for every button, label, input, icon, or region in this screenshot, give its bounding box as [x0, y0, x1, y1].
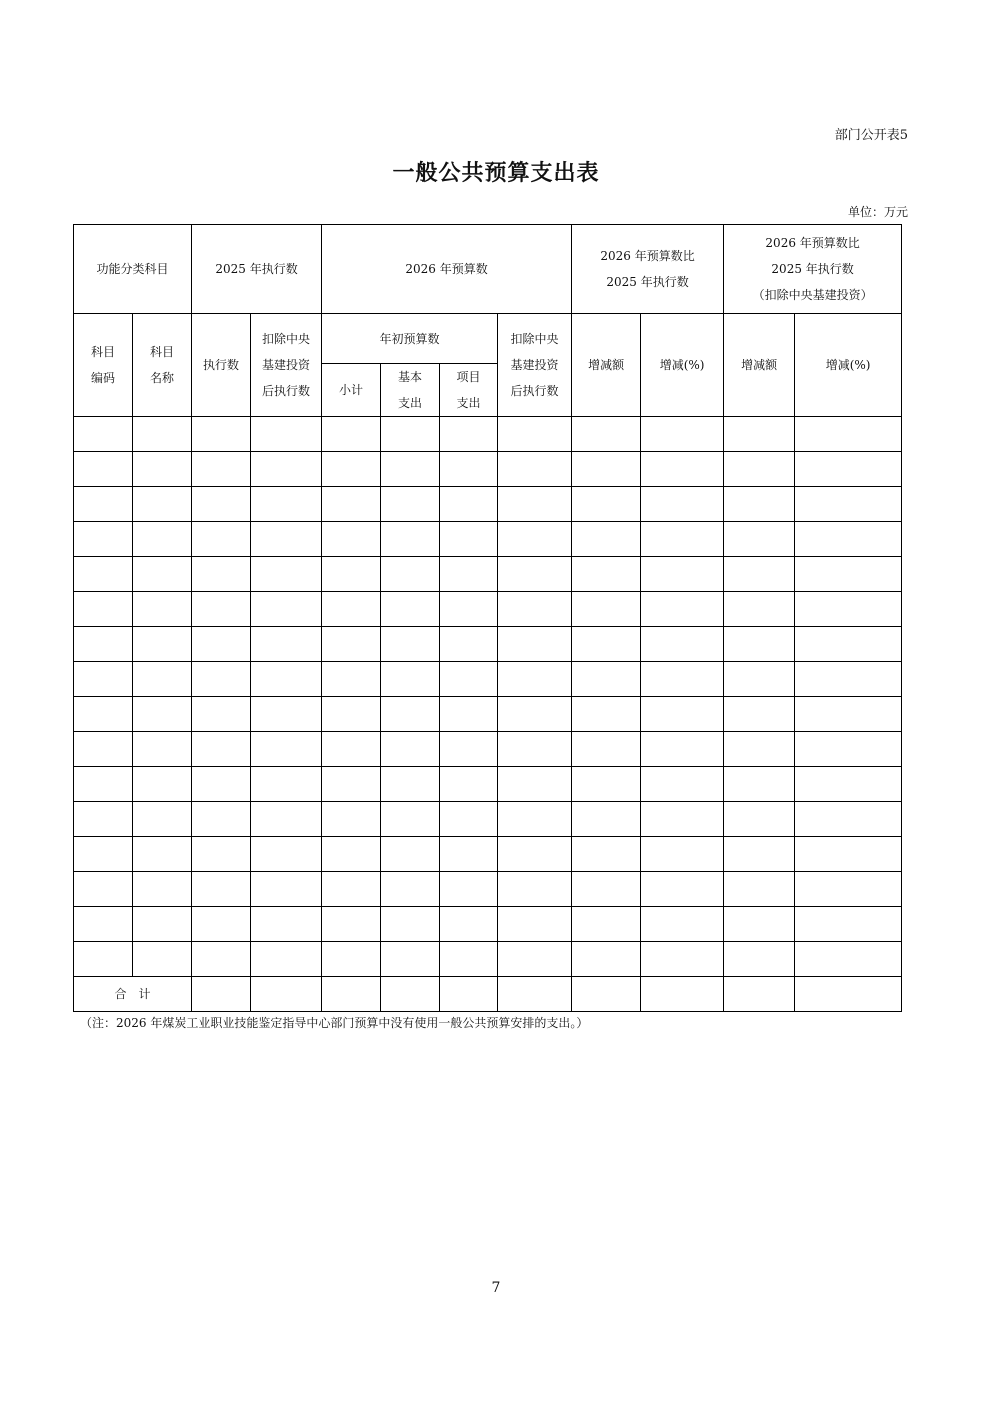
- table-cell: [440, 417, 498, 452]
- table-cell: [381, 417, 440, 452]
- table-cell: [74, 802, 133, 837]
- table-cell: [74, 522, 133, 557]
- header-initial-budget: 年初预算数: [322, 314, 498, 364]
- table-cell: [133, 627, 192, 662]
- header-row-top: [74, 225, 902, 314]
- table-cell: [74, 837, 133, 872]
- table-cell: [192, 592, 251, 627]
- total-cell: [724, 977, 795, 1012]
- table-cell: [192, 417, 251, 452]
- table-cell: [724, 942, 795, 977]
- table-cell: [498, 732, 572, 767]
- table-cell: [251, 662, 322, 697]
- table-cell: [74, 452, 133, 487]
- table-cell: [133, 662, 192, 697]
- table-cell: [251, 872, 322, 907]
- table-cell: [795, 837, 902, 872]
- table-cell: [251, 557, 322, 592]
- header-compare-1: [572, 225, 724, 314]
- table-cell: [724, 767, 795, 802]
- header-exec-excl-infra-line3: 后执行数: [262, 384, 311, 398]
- header-budget-excl-infra-line3: 后执行数: [510, 384, 559, 398]
- table-row: [74, 557, 902, 592]
- table-cell: [724, 802, 795, 837]
- table-cell: [192, 452, 251, 487]
- table-cell: [572, 417, 641, 452]
- table-cell: [572, 802, 641, 837]
- table-cell: [440, 557, 498, 592]
- table-cell: [498, 942, 572, 977]
- table-cell: [381, 452, 440, 487]
- table-cell: [192, 872, 251, 907]
- table-cell: [795, 732, 902, 767]
- total-cell: [440, 977, 498, 1012]
- table-cell: [322, 487, 381, 522]
- header-budget-excl-infra-line2: 基建投资: [510, 358, 559, 372]
- table-cell: [251, 942, 322, 977]
- table-cell: [74, 487, 133, 522]
- table-cell: [440, 942, 498, 977]
- table-cell: [572, 452, 641, 487]
- header-compare-2-line3: （扣除中央基建投资）: [752, 288, 873, 302]
- total-cell: [192, 977, 251, 1012]
- table-cell: [322, 557, 381, 592]
- table-cell: [641, 452, 724, 487]
- table-cell: [322, 837, 381, 872]
- table-row: [74, 697, 902, 732]
- table-cell: [322, 732, 381, 767]
- header-budget-excl-infra: [498, 314, 572, 417]
- total-cell: [572, 977, 641, 1012]
- table-cell: [641, 557, 724, 592]
- table-cell: [381, 697, 440, 732]
- table-cell: [572, 767, 641, 802]
- table-cell: [572, 592, 641, 627]
- table-cell: [498, 557, 572, 592]
- table-cell: [74, 942, 133, 977]
- table-cell: [440, 802, 498, 837]
- table-cell: [440, 522, 498, 557]
- table-cell: [498, 592, 572, 627]
- table-cell: [381, 557, 440, 592]
- table-row: [74, 417, 902, 452]
- table-cell: [795, 557, 902, 592]
- table-cell: [251, 732, 322, 767]
- table-cell: [440, 732, 498, 767]
- table-cell: [322, 417, 381, 452]
- table-cell: [74, 872, 133, 907]
- table-cell: [724, 452, 795, 487]
- table-cell: [381, 942, 440, 977]
- total-cell: [498, 977, 572, 1012]
- header-row-sub: [74, 314, 902, 364]
- table-row: [74, 837, 902, 872]
- header-subject-name: [133, 314, 192, 417]
- table-cell: [322, 452, 381, 487]
- table-cell: [74, 592, 133, 627]
- unit-label: 单位：万元: [847, 205, 908, 219]
- table-cell: [74, 697, 133, 732]
- header-subject-code: [74, 314, 133, 417]
- header-project-line2: 支出: [456, 396, 481, 410]
- header-compare-2: [724, 225, 902, 314]
- table-cell: [133, 802, 192, 837]
- header-budget-excl-infra-line1: 扣除中央: [510, 332, 559, 346]
- table-cell: [381, 627, 440, 662]
- table-cell: [795, 592, 902, 627]
- table-cell: [440, 767, 498, 802]
- table-cell: [572, 942, 641, 977]
- table-cell: [381, 767, 440, 802]
- table-cell: [724, 487, 795, 522]
- table-cell: [641, 872, 724, 907]
- table-cell: [572, 627, 641, 662]
- table-row: [74, 662, 902, 697]
- table-cell: [498, 487, 572, 522]
- table-cell: [133, 557, 192, 592]
- table-row: [74, 627, 902, 662]
- table-cell: [440, 452, 498, 487]
- footnote: （注：2026 年煤炭工业职业技能鉴定指导中心部门预算中没有使用一般公共预算安排的支出。）: [80, 1016, 589, 1030]
- table-row: [74, 942, 902, 977]
- header-project-line1: 项目: [456, 370, 481, 384]
- table-cell: [251, 592, 322, 627]
- table-cell: [641, 662, 724, 697]
- table-cell: [192, 522, 251, 557]
- table-cell: [251, 767, 322, 802]
- table-row: [74, 732, 902, 767]
- table-cell: [192, 942, 251, 977]
- table-cell: [641, 802, 724, 837]
- table-row: [74, 487, 902, 522]
- table-row: [74, 907, 902, 942]
- table-cell: [133, 452, 192, 487]
- table-cell: [381, 907, 440, 942]
- table-cell: [192, 802, 251, 837]
- table-cell: [641, 592, 724, 627]
- table-cell: [498, 662, 572, 697]
- table-cell: [440, 487, 498, 522]
- table-cell: [133, 767, 192, 802]
- table-cell: [192, 837, 251, 872]
- table-cell: [572, 732, 641, 767]
- table-cell: [641, 697, 724, 732]
- table-cell: [74, 767, 133, 802]
- table-cell: [440, 627, 498, 662]
- table-cell: [795, 872, 902, 907]
- total-cell: [641, 977, 724, 1012]
- table-cell: [322, 802, 381, 837]
- table-cell: [641, 732, 724, 767]
- header-basic-line1: 基本: [398, 370, 423, 384]
- table-cell: [251, 522, 322, 557]
- header-compare-1-line2: 2025 年执行数: [606, 275, 689, 289]
- table-cell: [381, 662, 440, 697]
- table-cell: [498, 697, 572, 732]
- table-cell: [641, 627, 724, 662]
- table-cell: [572, 837, 641, 872]
- table-cell: [641, 487, 724, 522]
- table-row: [74, 592, 902, 627]
- table-cell: [795, 697, 902, 732]
- table-cell: [133, 592, 192, 627]
- header-inc-pct-1: 增减(%): [641, 314, 724, 417]
- table-cell: [498, 907, 572, 942]
- budget-expenditure-table: [73, 224, 902, 1012]
- table-cell: [724, 417, 795, 452]
- table-cell: [322, 592, 381, 627]
- table-cell: [724, 872, 795, 907]
- header-subject-code-line2: 编码: [90, 371, 115, 385]
- table-cell: [74, 627, 133, 662]
- table-cell: [322, 662, 381, 697]
- table-cell: [192, 557, 251, 592]
- table-cell: [795, 802, 902, 837]
- table-cell: [192, 487, 251, 522]
- table-cell: [724, 837, 795, 872]
- table-row: [74, 452, 902, 487]
- table-cell: [381, 732, 440, 767]
- table-cell: [440, 662, 498, 697]
- table-cell: [641, 417, 724, 452]
- header-subtotal: 小计: [322, 364, 381, 417]
- table-cell: [440, 872, 498, 907]
- header-exec-2025: 2025 年执行数: [192, 225, 322, 314]
- header-subject-name-line1: 科目: [150, 345, 175, 359]
- table-cell: [724, 732, 795, 767]
- table-cell: [498, 522, 572, 557]
- table-cell: [440, 907, 498, 942]
- header-compare-2-line2: 2025 年执行数: [771, 262, 854, 276]
- table-row: [74, 522, 902, 557]
- table-cell: [322, 767, 381, 802]
- total-cell: [322, 977, 381, 1012]
- table-cell: [74, 662, 133, 697]
- table-cell: [133, 417, 192, 452]
- table-cell: [724, 522, 795, 557]
- table-cell: [133, 522, 192, 557]
- table-cell: [795, 907, 902, 942]
- table-cell: [74, 417, 133, 452]
- table-cell: [251, 802, 322, 837]
- table-cell: [251, 452, 322, 487]
- table-cell: [322, 942, 381, 977]
- header-compare-1-line1: 2026 年预算数比: [600, 249, 695, 263]
- table-cell: [724, 627, 795, 662]
- table-cell: [133, 942, 192, 977]
- table-cell: [795, 627, 902, 662]
- header-exec-excl-infra: [251, 314, 322, 417]
- table-cell: [572, 697, 641, 732]
- table-cell: [498, 872, 572, 907]
- table-cell: [322, 872, 381, 907]
- header-subject-name-line2: 名称: [150, 371, 175, 385]
- header-basic-line2: 支出: [398, 396, 423, 410]
- table-cell: [381, 522, 440, 557]
- page-number: 7: [491, 1280, 501, 1296]
- table-cell: [724, 557, 795, 592]
- table-cell: [641, 522, 724, 557]
- table-row: [74, 802, 902, 837]
- table-cell: [572, 662, 641, 697]
- table-cell: [322, 522, 381, 557]
- table-cell: [133, 907, 192, 942]
- table-cell: [381, 837, 440, 872]
- table-cell: [724, 662, 795, 697]
- table-cell: [724, 592, 795, 627]
- table-cell: [724, 697, 795, 732]
- total-cell: [251, 977, 322, 1012]
- table-cell: [192, 697, 251, 732]
- table-cell: [572, 487, 641, 522]
- table-cell: [498, 627, 572, 662]
- table-cell: [572, 557, 641, 592]
- table-cell: [498, 417, 572, 452]
- header-project-expenditure: [440, 364, 498, 417]
- table-cell: [133, 487, 192, 522]
- header-inc-amount-2: 增减额: [724, 314, 795, 417]
- table-cell: [192, 767, 251, 802]
- table-cell: [724, 907, 795, 942]
- table-cell: [641, 767, 724, 802]
- page-title: 一般公共预算支出表: [392, 161, 600, 186]
- header-compare-2-line1: 2026 年预算数比: [765, 236, 860, 250]
- table-cell: [192, 627, 251, 662]
- header-exec-excl-infra-line1: 扣除中央: [262, 332, 311, 346]
- table-cell: [381, 592, 440, 627]
- total-label: 合 计: [74, 977, 192, 1012]
- table-cell: [795, 487, 902, 522]
- table-cell: [498, 837, 572, 872]
- table-cell: [641, 942, 724, 977]
- table-cell: [381, 487, 440, 522]
- table-cell: [133, 872, 192, 907]
- table-cell: [74, 907, 133, 942]
- table-cell: [192, 732, 251, 767]
- table-cell: [322, 697, 381, 732]
- table-cell: [440, 592, 498, 627]
- table-cell: [440, 697, 498, 732]
- table-cell: [498, 802, 572, 837]
- table-cell: [572, 907, 641, 942]
- header-basic-expenditure: [381, 364, 440, 417]
- table-cell: [795, 522, 902, 557]
- table-cell: [251, 627, 322, 662]
- table-cell: [251, 907, 322, 942]
- table-cell: [322, 627, 381, 662]
- total-row: [74, 977, 902, 1012]
- table-cell: [251, 417, 322, 452]
- table-cell: [795, 942, 902, 977]
- table-cell: [381, 872, 440, 907]
- table-cell: [74, 732, 133, 767]
- table-cell: [133, 732, 192, 767]
- table-cell: [498, 767, 572, 802]
- table-cell: [572, 522, 641, 557]
- table-cell: [74, 557, 133, 592]
- table-cell: [381, 802, 440, 837]
- table-cell: [192, 662, 251, 697]
- total-cell: [795, 977, 902, 1012]
- header-budget-2026: 2026 年预算数: [322, 225, 572, 314]
- table-cell: [795, 417, 902, 452]
- table-cell: [498, 452, 572, 487]
- table-cell: [133, 837, 192, 872]
- table-cell: [322, 907, 381, 942]
- table-cell: [440, 837, 498, 872]
- table-row: [74, 767, 902, 802]
- table-row: [74, 872, 902, 907]
- table-cell: [641, 907, 724, 942]
- header-exec-excl-infra-line2: 基建投资: [262, 358, 311, 372]
- table-number-tag: 部门公开表5: [834, 128, 908, 143]
- header-inc-amount-1: 增减额: [572, 314, 641, 417]
- total-cell: [381, 977, 440, 1012]
- table-cell: [251, 837, 322, 872]
- table-cell: [133, 697, 192, 732]
- header-inc-pct-2: 增减(%): [795, 314, 902, 417]
- header-subject-code-line1: 科目: [90, 345, 115, 359]
- table-cell: [795, 662, 902, 697]
- table-cell: [641, 837, 724, 872]
- table-cell: [192, 907, 251, 942]
- table-cell: [795, 452, 902, 487]
- table-cell: [795, 767, 902, 802]
- table-cell: [251, 487, 322, 522]
- table-cell: [251, 697, 322, 732]
- header-exec: 执行数: [192, 314, 251, 417]
- table-cell: [572, 872, 641, 907]
- header-func-category: 功能分类科目: [74, 225, 192, 314]
